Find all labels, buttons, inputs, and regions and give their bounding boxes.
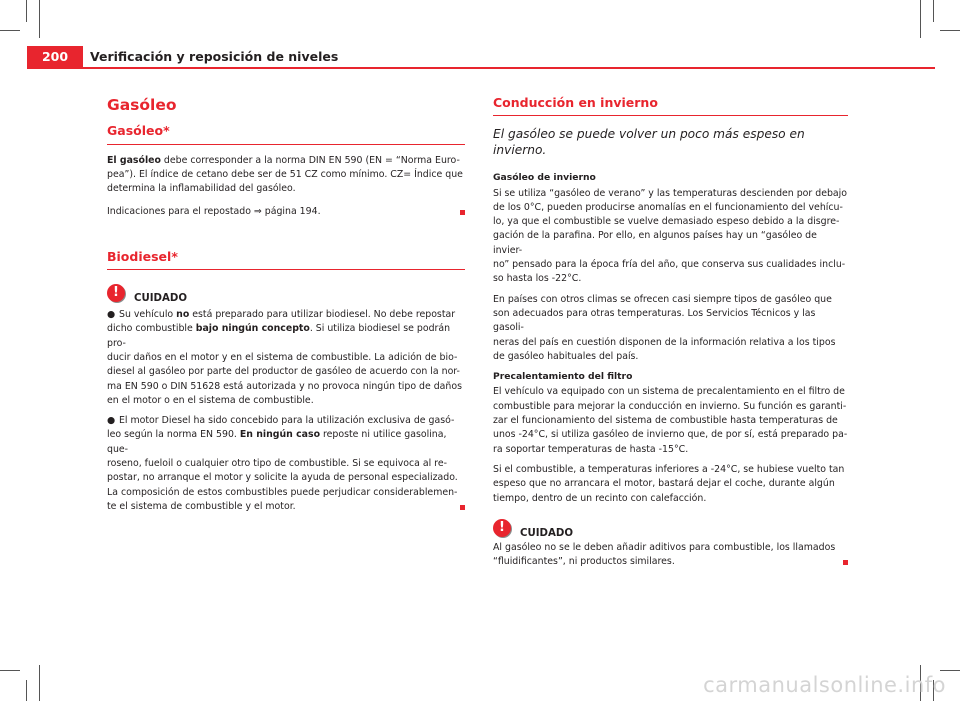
crop-mark: [0, 670, 20, 671]
cold-start-paragraph: Si el combustible, a temperaturas inferiores a -24°C, se hubiese vuelto tan espeso que no arrancara el motor, bastará dejar el coche, durante algún tiempo, dentro de un recinto con calefacción.: [493, 463, 845, 504]
caution-text: Al gasóleo no se le deben añadir aditivos para combustible, los llamados “fluidificantes”, ni productos similares.: [493, 541, 848, 570]
filter-preheat-paragraph: El vehículo va equipado con un sistema de precalentamiento en el filtro de combustible para mejorar la conducción en invierno. Su función es garanti- zar el funcionamiento del sistema de combustible hasta temperaturas de unos -24°C, si utiliza gasóleo de invierno que, de por sí, está preparado pa- ra soportar temperaturas de hasta -15°C.: [493, 386, 848, 455]
caution-label: CUIDADO: [134, 292, 187, 304]
right-column: [493, 92, 848, 569]
winter-diesel-paragraph: Si se utiliza “gasóleo de verano” y las temperaturas descienden por debajo de los 0°C, pueden producirse anomalías en el funcionamiento del vehícu- lo, ya que el combustible se vuelve demasiado espeso debido a la disgre- gación de la parafina. Por ello, en algunos países hay un “gasóleo de invier- no” pensado para la época fría del año, que conserva sus cualidades inclu- so hasta los -22°C.: [493, 187, 848, 285]
header-rule: [27, 67, 935, 69]
gasoleo-term: El gasóleo: [107, 154, 161, 166]
crop-mark: [39, 0, 40, 38]
heading-rule: [493, 115, 848, 116]
section-title: Verificación y reposición de niveles: [90, 49, 339, 64]
winter-intro: El gasóleo se puede volver un poco más espeso en invierno.: [493, 127, 805, 158]
end-marker: [460, 505, 465, 510]
crop-mark: [26, 680, 27, 701]
crop-mark: [26, 0, 27, 22]
main-heading: Gasóleo: [107, 96, 177, 114]
caution-label: CUIDADO: [520, 527, 573, 539]
sub-heading-gasoleo: Gasóleo*: [107, 123, 170, 139]
caution-header: [107, 284, 465, 302]
crop-mark: [920, 0, 921, 38]
crop-mark: [940, 30, 960, 31]
gasoleo-paragraph: El gasóleo debe corresponder a la norma DIN EN 590 (EN = “Norma Euro- pea”). El índice de cetano debe ser de 51 CZ como mínimo. CZ= Índice que determina la inflamabilidad del gasóleo.: [107, 154, 463, 195]
winter-diesel-heading: Gasóleo de invierno: [493, 172, 596, 184]
sub-heading-biodiesel: Biodiesel*: [107, 248, 178, 264]
caution-header: [493, 519, 848, 537]
left-column: [107, 92, 465, 514]
crop-mark: [933, 0, 934, 22]
caution-bullet-2: ● El motor Diesel ha sido concebido para la utilización exclusiva de gasó- leo según la norma EN 590. En ningún caso reposte ni utilice gasolina, que- roseno, fueloil o cualquier otro tipo de combustible. Si se equivoca al re- postar, no arranque el motor y solicite la ayuda de personal especializado. La composición de estos combustibles puede perjudicar considerablemen- te el sistema de combustible y el motor.: [107, 414, 465, 514]
crop-mark: [0, 30, 20, 31]
end-marker: [460, 210, 465, 215]
heading-rule: [107, 144, 465, 145]
crop-mark: [39, 665, 40, 701]
filter-preheat-heading: Precalentamiento del filtro: [493, 371, 633, 383]
caution-bullet-1: ● Su vehículo no está preparado para utilizar biodiesel. No debe repostar dicho combustible bajo ningún concepto. Si utiliza biodiesel se podrán pro- ducir daños en el motor y en el sistema de combustible. La adición de bio- diesel al gasóleo por parte del productor de gasóleo de acuerdo con la nor- ma EN 590 o DIN 51628 está autorizada y no provoca ningún tipo de daños en el motor o en el sistema de combustible.: [107, 309, 462, 406]
warning-icon: !: [493, 519, 511, 537]
page-number: 200: [27, 46, 83, 67]
watermark: carmanualsonline.info: [703, 673, 946, 697]
refuel-reference: Indicaciones para el repostado ⇒ página 194.: [107, 205, 465, 219]
heading-rule: [107, 269, 465, 270]
crop-mark: [940, 670, 960, 671]
end-marker: [843, 560, 848, 565]
winter-heading: Conducción en invierno: [493, 95, 658, 110]
warning-icon: !: [107, 284, 125, 302]
climate-paragraph: En países con otros climas se ofrecen casi siempre tipos de gasóleo que son adecuados para otras temperaturas. Los Servicios Técnicos y las gasoli- neras del país en cuestión disponen de la información relativa a los tipos de gasóleo habituales del país.: [493, 293, 836, 362]
